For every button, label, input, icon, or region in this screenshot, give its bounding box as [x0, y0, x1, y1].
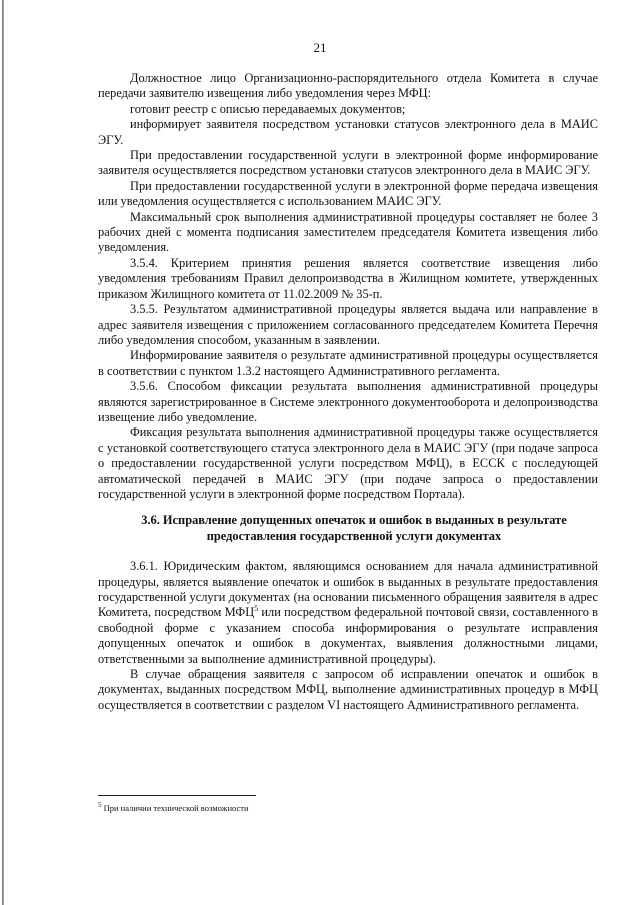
- paragraph-3-6-1-text-end: или посредством федеральной почтовой связи, составленного в свободной форме с указанием способа информирования о результате исправления допущенных опечаток и ошибок в документах, выявления должностными лицами, ответственными за выполнение административной процедуры).: [98, 605, 598, 666]
- footnote-separator: [98, 795, 256, 796]
- section-heading-3-6: 3.6. Исправление допущенных опечаток и ошибок в выданных в результате предоставления государственной услуги документах: [141, 513, 567, 543]
- scan-edge-shadow: [2, 0, 4, 905]
- paragraph-fixation: Фиксация результата выполнения административной процедуры также осуществляется с установкой соответствующего статуса электронного дела в МАИС ЭГУ (при подаче запроса о предоставлении государственной услуги посредством МФЦ), в ЕССК с последующей автоматической передачей в МАИС ЭГУ (при подаче запроса о предоставлении государственной услуги в электронной форме посредством Портала).: [98, 425, 598, 501]
- paragraph-electronic-transfer: При предоставлении государственной услуги в электронной форме передача извещения или уведомления осуществляется с использованием МАИС ЭГУ.: [98, 178, 598, 209]
- section-spacer: [98, 544, 598, 559]
- paragraph-prepares-register: готовит реестр с описью передаваемых документов;: [130, 101, 406, 116]
- paragraph-3-6-1-text-start: 3.6.1. Юридическим фактом, являющимся основанием для начала административной процедуры, является выявление опечаток и ошибок в выданных в результате предоставления государственной услуги документах (на основании письменного обращения заявителя в адрес Комитета, посредством МФЦ: [98, 559, 598, 620]
- document-body: [98, 71, 598, 713]
- paragraph-electronic-informing: При предоставлении государственной услуги в электронной форме информирование заявителя осуществляется посредством установки статусов электронного дела в МАИС ЭГУ.: [98, 148, 598, 178]
- footnote-mark: 5: [98, 801, 102, 810]
- paragraph-informing-result: Информирование заявителя о результате административной процедуры осуществляется в соответствии с пунктом 1.3.2 настоящего Административного регламента.: [98, 348, 598, 378]
- paragraph-3-6-1: [98, 559, 598, 667]
- paragraph-3-5-5: 3.5.5. Результатом административной процедуры является выдача или направление в адрес заявителя извещения с приложением согласованного председателем Комитета Перечня либо уведомления способом, указанным в заявлении.: [98, 302, 598, 347]
- paragraph-max-term: Максимальный срок выполнения административной процедуры составляет не более 3 рабочих дней с момента подписания заместителем председателя Комитета извещения либо уведомления.: [98, 209, 598, 255]
- paragraph-informs-applicant: информирует заявителя посредством установки статусов электронного дела в МАИС ЭГУ.: [98, 117, 598, 147]
- paragraph-3-5-6: 3.5.6. Способом фиксации результата выполнения административной процедуры являются зарегистрированное в Системе электронного документооборота и делопроизводства извещение либо уведомление.: [98, 379, 598, 424]
- paragraph-mfc-official: Должностное лицо Организационно-распорядительного отдела Комитета в случае передачи заявителю извещения либо уведомления через МФЦ:: [98, 71, 598, 101]
- footnote-text: При наличии технической возможности: [101, 803, 249, 813]
- paragraph-3-5-4: 3.5.4. Критерием принятия решения является соответствие извещения либо уведомления требованиям Правил делопроизводства в Жилищном комитете, утвержденных приказом Жилищного комитета от 11.02.2009 № 35-п.: [98, 255, 598, 301]
- footnote: [98, 803, 249, 814]
- paragraph-mfc-correction: В случае обращения заявителя с запросом об исправлении опечаток и ошибок в документах, выданных посредством МФЦ, выполнение административных процедур в МФЦ осуществляется в соответствии с разделом VI настоящего Административного регламента.: [98, 667, 598, 712]
- page-number: 21: [313, 40, 327, 55]
- footnote-reference: 5: [254, 604, 259, 614]
